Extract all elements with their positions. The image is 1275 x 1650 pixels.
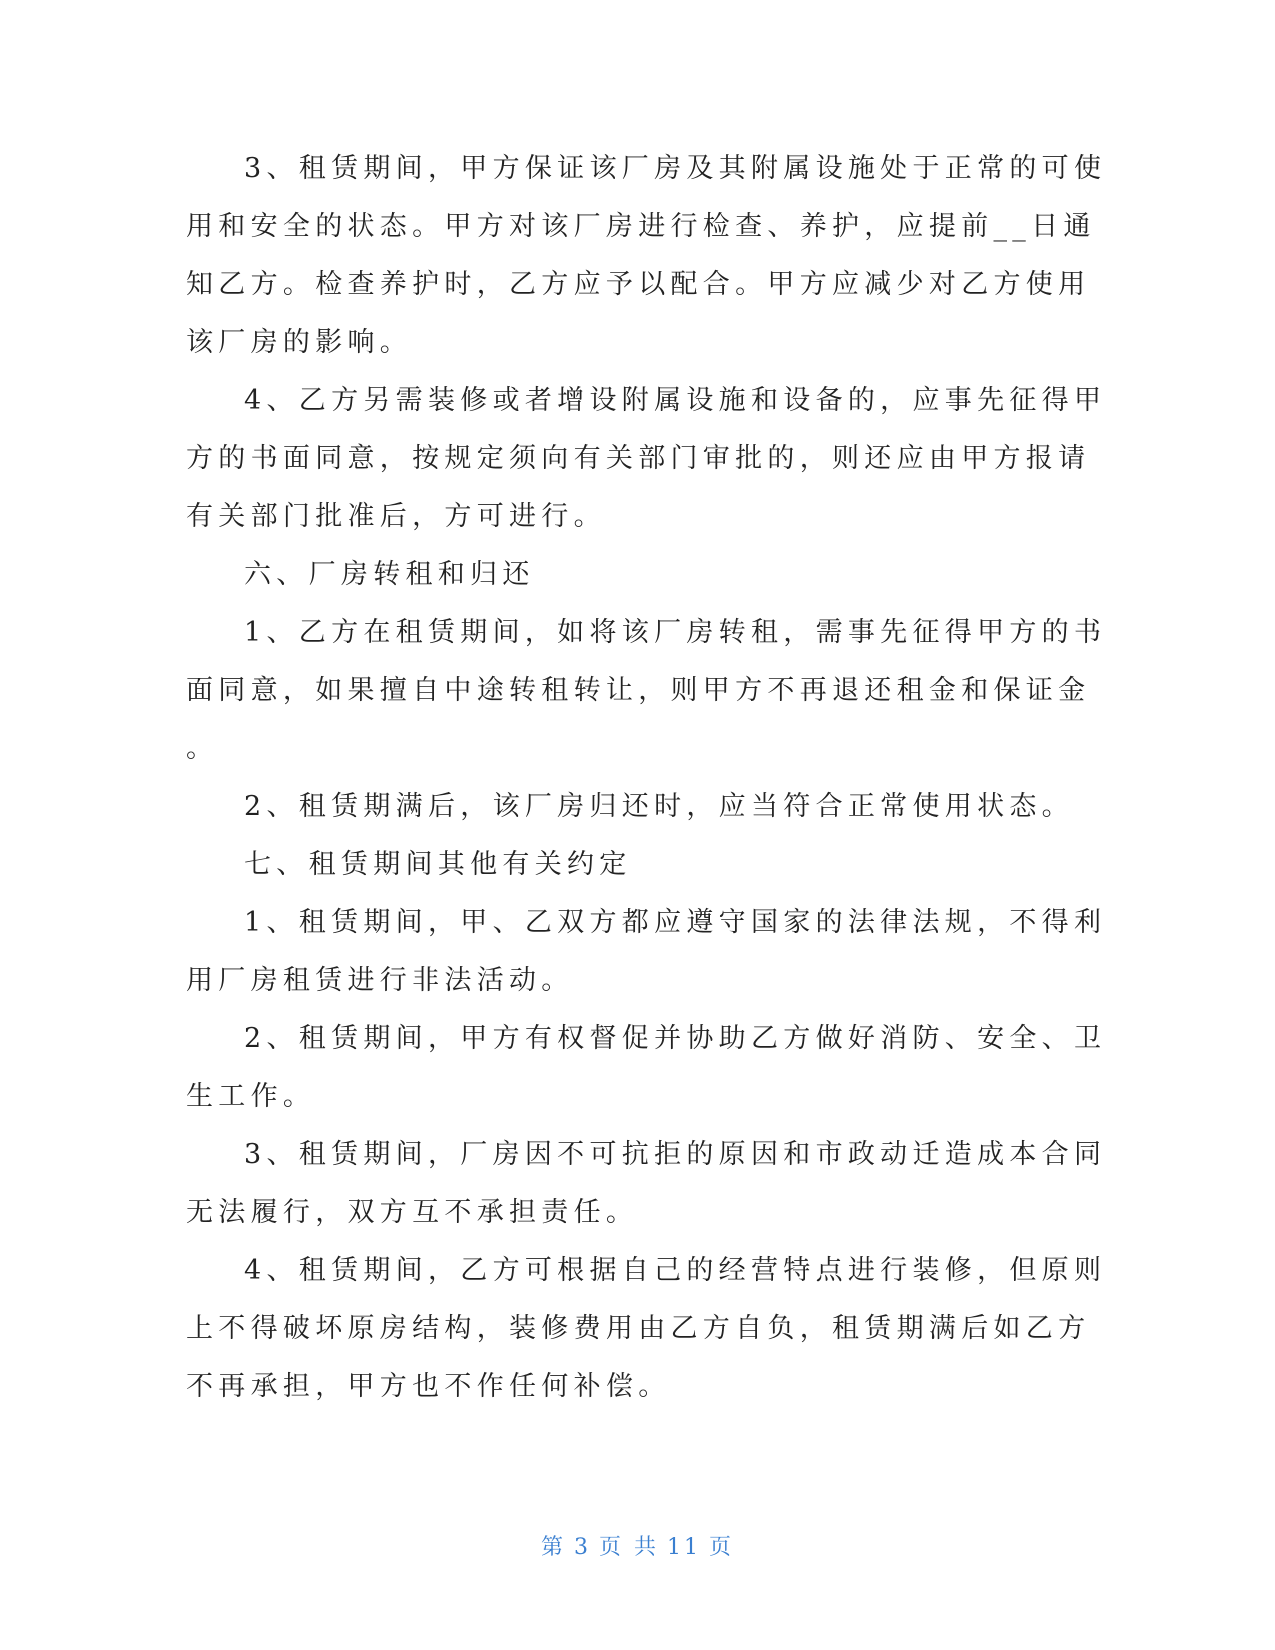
paragraph-line: 4、乙方另需装修或者增设附属设施和设备的，应事先征得甲 <box>244 385 1107 416</box>
section-heading: 七、租赁期间其他有关约定 <box>244 849 632 880</box>
footer-suffix: 页 <box>709 1535 735 1560</box>
footer-prefix: 第 <box>540 1535 566 1560</box>
paragraph-line: 1、乙方在租赁期间，如将该厂房转租，需事先征得甲方的书 <box>244 617 1107 648</box>
page-footer <box>0 1530 1275 1561</box>
paragraph-line: 面同意，如果擅自中途转租转让，则甲方不再退还租金和保证金 <box>186 675 1091 706</box>
paragraph-line: 1、租赁期间，甲、乙双方都应遵守国家的法律法规，不得利 <box>244 907 1107 938</box>
footer-middle: 页 共 <box>599 1535 659 1560</box>
paragraph-line: 3、租赁期间，甲方保证该厂房及其附属设施处于正常的可使 <box>244 153 1107 184</box>
paragraph-line: 有关部门批准后，方可进行。 <box>186 501 606 532</box>
paragraph-line: 上不得破坏原房结构，装修费用由乙方自负，租赁期满后如乙方 <box>186 1313 1091 1344</box>
paragraph-line: 方的书面同意，按规定须向有关部门审批的，则还应由甲方报请 <box>186 443 1091 474</box>
paragraph-line: 。 <box>186 733 219 764</box>
footer-current-page: 3 <box>574 1535 591 1560</box>
paragraph-line: 4、租赁期间，乙方可根据自己的经营特点进行装修，但原则 <box>244 1255 1107 1286</box>
paragraph-line: 知乙方。检查养护时，乙方应予以配合。甲方应减少对乙方使用 <box>186 269 1091 300</box>
paragraph-line: 不再承担，甲方也不作任何补偿。 <box>186 1371 671 1402</box>
section-heading: 六、厂房转租和归还 <box>244 559 535 590</box>
footer-total-pages: 11 <box>667 1535 701 1560</box>
paragraph-line: 用厂房租赁进行非法活动。 <box>186 965 574 996</box>
document-body <box>186 140 1107 1416</box>
paragraph-line: 无法履行，双方互不承担责任。 <box>186 1197 639 1228</box>
paragraph-line: 该厂房的影响。 <box>186 327 413 358</box>
paragraph-line: 生工作。 <box>186 1081 316 1112</box>
paragraph-line: 2、租赁期间，甲方有权督促并协助乙方做好消防、安全、卫 <box>244 1023 1107 1054</box>
paragraph-line: 2、租赁期满后，该厂房归还时，应当符合正常使用状态。 <box>244 791 1074 822</box>
paragraph-line: 用和安全的状态。甲方对该厂房进行检查、养护，应提前__日通 <box>186 211 1096 242</box>
paragraph-line: 3、租赁期间，厂房因不可抗拒的原因和市政动迁造成本合同 <box>244 1139 1107 1170</box>
